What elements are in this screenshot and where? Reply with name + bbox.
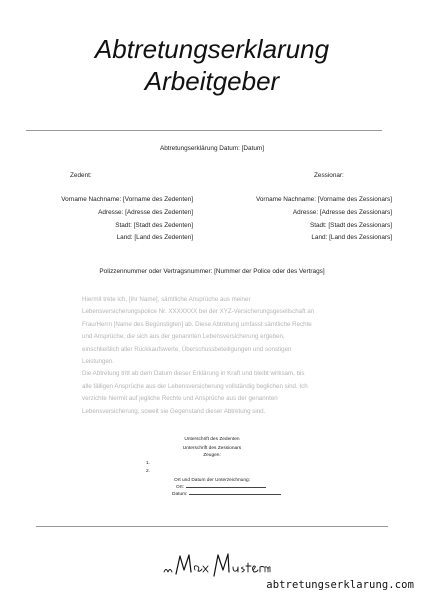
body-line: Hiermit trete ich, [Ihr Name], sämtliche Ansprüche aus meiner	[82, 296, 251, 303]
body-line: alle fälligen Ansprüche aus der Lebensversicherung vollständig beglichen sind. Ich	[82, 382, 308, 390]
zessionar-signature-label: Unterschrift des Zessionars	[182, 446, 242, 451]
top-divider	[26, 130, 382, 131]
website-url: abtretungserklarung.com	[266, 579, 414, 591]
witness-1: 1.	[146, 461, 151, 466]
place-signature-line[interactable]	[186, 487, 266, 488]
body-line: Leistungen.	[82, 358, 114, 366]
date-row	[172, 492, 281, 497]
zedent-country: Land: [Land des Zedenten]	[116, 234, 193, 241]
witness-2: 2.	[146, 469, 151, 474]
date-signature-line[interactable]	[189, 494, 281, 495]
body-line: Die Abtretung tritt ab dem Datum dieser Erklärung in Kraft und bleibt wirksam, bis	[82, 370, 305, 378]
body-line: und Ansprüche, die sich aus der genannten Lebensversicherung ergeben,	[82, 333, 285, 341]
document-title-line-1: Abtretungserklarung	[94, 34, 330, 64]
body-line: Lebensversicherung, soweit sie Gegenstand dieser Abtretung sind.	[82, 407, 266, 415]
bottom-divider	[36, 526, 388, 527]
zedent-address: Adresse: [Adresse des Zedenten]	[98, 209, 193, 216]
zessionar-city: Stadt: [Stadt des Zessionars]	[309, 222, 392, 229]
signature-image	[162, 550, 272, 580]
body-line: einschließlich aller Rückkaufswerte, Überschussbeteiligungen und sonstigen	[82, 345, 292, 353]
place-date-heading: Ort und Datum der Unterzeichnung:	[174, 478, 250, 483]
zessionar-country: Land: [Land des Zessionars]	[311, 234, 392, 241]
witnesses-label: Zeugen:	[203, 453, 221, 458]
date-line: Abtretungserklärung Datum: [Datum]	[159, 145, 265, 152]
zedent-name: Vorname Nachname: [Vorname des Zedenten]	[61, 196, 193, 203]
body-line: Lebensversicherungspolice Nr. XXXXXXX bei der XYZ-Versicherungsgesellschaft an	[82, 308, 315, 316]
date-label: Datum:	[172, 492, 188, 497]
zessionar-heading: Zessionar:	[314, 172, 344, 179]
zedent-heading: Zedent:	[70, 172, 92, 179]
zessionar-name: Vorname Nachname: [Vorname des Zessionars]	[255, 196, 392, 203]
document-title-line-2: Arbeitgeber	[144, 66, 280, 96]
zedent-city: Stadt: [Stadt des Zedenten]	[115, 222, 193, 229]
place-row	[176, 485, 266, 490]
policy-line: Polizzennummer oder Vertragsnummer: [Nummer der Police oder des Vertrags]	[99, 268, 325, 275]
zedent-signature-label: Unterschrift des Zedenten	[184, 437, 240, 442]
place-label: Ort:	[176, 485, 184, 490]
body-line: verzichte hiermit auf jegliche Rechte und Ansprüche aus der genannten	[82, 395, 278, 403]
body-line: Frau/Herrn [Name des Begünstigten] ab. Diese Abtretung umfasst sämtliche Rechte	[82, 320, 312, 328]
zessionar-address: Adresse: [Adresse des Zessionars]	[292, 209, 392, 216]
body-paragraph	[82, 294, 372, 418]
